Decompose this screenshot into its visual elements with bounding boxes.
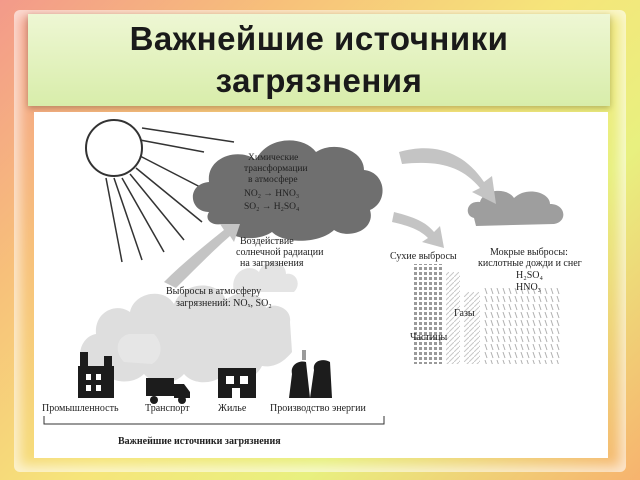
power-plant-icon: [289, 350, 332, 398]
dry-particles-label: Частицы: [410, 332, 448, 343]
wet-line-2: кислотные дожди и снег: [478, 258, 582, 269]
page-title: [28, 18, 610, 102]
source-transport-label: Транспорт: [145, 403, 190, 414]
arrow-up-icon: [164, 224, 240, 288]
dry-particles-column: [412, 264, 442, 364]
chem-line-3: в атмосфере: [248, 175, 298, 185]
wet-h2so4: H₂SO₄: [516, 270, 543, 281]
arrow-to-dry-icon: [392, 212, 444, 248]
diagram-caption: Важнейшие источники загрязнения: [118, 436, 281, 447]
solar-line-1: Воздействие: [240, 236, 294, 247]
solar-line-2: солнечной радиации: [236, 247, 324, 258]
title-line-2: загрязнения: [215, 62, 423, 99]
arrow-to-wet-icon: [399, 148, 496, 204]
truck-icon: [146, 378, 190, 404]
smoke-plumes: [80, 262, 298, 382]
wet-line-1: Мокрые выбросы:: [490, 247, 568, 258]
chem-line-2: трансформации: [244, 164, 308, 174]
source-housing-label: Жилье: [218, 403, 247, 414]
sources-bracket: [44, 416, 384, 424]
house-icon: [218, 368, 256, 398]
wet-hno3: HNO₃: [516, 282, 542, 293]
dry-title: Сухие выбросы: [390, 251, 457, 262]
solar-line-3: на загрязнения: [240, 258, 304, 269]
emissions-line-1: Выбросы в атмосферу: [166, 286, 262, 297]
chem-eq-2: SO₂ → H₂SO₄: [244, 202, 300, 212]
chem-line-1: Химические: [248, 153, 299, 163]
source-energy-label: Производство энергии: [270, 403, 366, 414]
acid-rain-column: [482, 288, 562, 364]
source-industry-label: Промышленность: [42, 403, 119, 414]
dry-gases-label: Газы: [454, 308, 475, 319]
rain-edge: [464, 292, 480, 364]
emissions-line-2: загрязнений: NOₓ, SO₂: [176, 298, 272, 309]
chem-eq-1: NO₂ → HNO₃: [244, 189, 300, 199]
title-line-1: Важнейшие источники: [129, 20, 509, 57]
